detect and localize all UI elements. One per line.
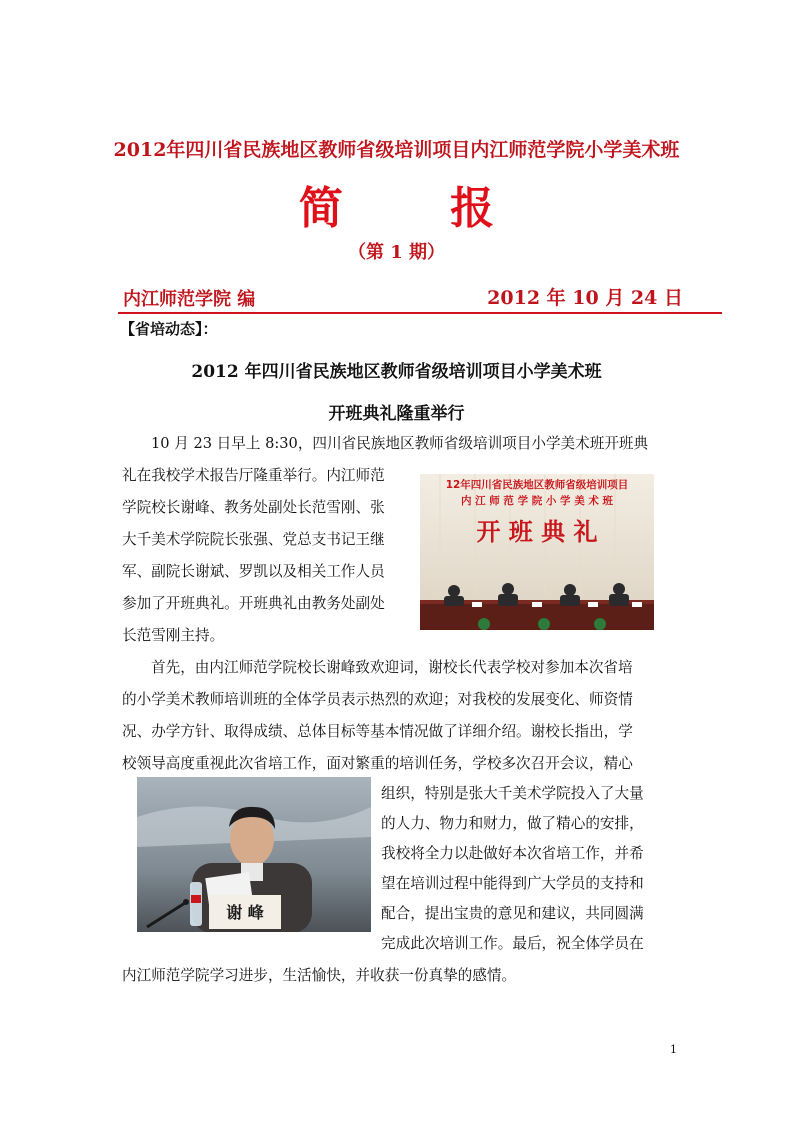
paragraph-line: 礼在我校学术报告厅隆重举行。内江师范: [122, 467, 385, 484]
paragraph-line: 完成此次培训工作。最后，祝全体学员在: [381, 935, 644, 952]
header-divider: [118, 312, 722, 314]
paragraph-line: 校领导高度重视此次省培工作，面对繁重的培训任务，学校多次召开会议，精心: [122, 755, 633, 772]
newsletter-main-title: 简 报: [298, 183, 541, 234]
paragraph-line: 学院校长谢峰、教务处副处长范雪刚、张: [122, 499, 385, 516]
paragraph-line: 望在培训过程中能得到广大学员的支持和: [381, 875, 644, 892]
ceremony-photo: [420, 474, 654, 630]
newsletter-header-title: 2012年四川省民族地区教师省级培训项目内江师范学院小学美术班: [113, 139, 680, 161]
page-number: 1: [670, 1043, 677, 1056]
paragraph-line: 的人力、物力和财力，做了精心的安排，: [381, 815, 644, 832]
paragraph-line: 军、副院长谢斌、罗凯以及相关工作人员: [122, 563, 385, 580]
banner-text-1: 12年四川省民族地区教师省级培训项目: [445, 479, 629, 491]
paragraph-line: 组织，特别是张大千美术学院投入了大量: [381, 785, 644, 802]
paragraph-line: 配合，提出宝贵的意见和建议，共同圆满: [381, 905, 644, 922]
paragraph-line: 我校将全力以赴做好本次省培工作，并希: [381, 845, 644, 862]
nameplate-text: 谢 峰: [226, 903, 264, 922]
publish-date: 2012 年 10 月 24 日: [487, 287, 683, 309]
paragraph-line: 长范雪刚主持。: [122, 627, 225, 644]
paragraph-line: 首先，由内江师范学院校长谢峰致欢迎词，谢校长代表学校对参加本次省培: [151, 659, 633, 676]
banner-text-2: 内 江 师 范 学 院 小 学 美 术 班: [460, 495, 614, 507]
banner-text-3: 开 班 典 礼: [476, 518, 598, 546]
paragraph-line: 10 月 23 日早上 8:30，四川省民族地区教师省级培训项目小学美术班开班典: [151, 435, 649, 452]
paragraph-line: 大千美术学院院长张强、党总支书记王继: [122, 531, 385, 548]
paragraph-line: 参加了开班典礼。开班典礼由教务处副处: [122, 595, 385, 612]
editor-line: 内江师范学院 编: [123, 289, 256, 310]
section-label: 【省培动态】：: [120, 320, 218, 338]
paragraph-line: 内江师范学院学习进步，生活愉快，并收获一份真挚的感情。: [122, 967, 517, 984]
paragraph-line: 的小学美术教师培训班的全体学员表示热烈的欢迎；对我校的发展变化、师资情: [122, 691, 633, 708]
article-title-line-1: 2012 年四川省民族地区教师省级培训项目小学美术班: [191, 362, 602, 382]
speaker-photo: [137, 777, 371, 932]
article-title-line-2: 开班典礼隆重举行: [328, 404, 465, 424]
issue-number: （第 1 期）: [347, 242, 446, 263]
paragraph-line: 况、办学方针、取得成绩、总体目标等基本情况做了详细介绍。谢校长指出，学: [122, 723, 633, 740]
